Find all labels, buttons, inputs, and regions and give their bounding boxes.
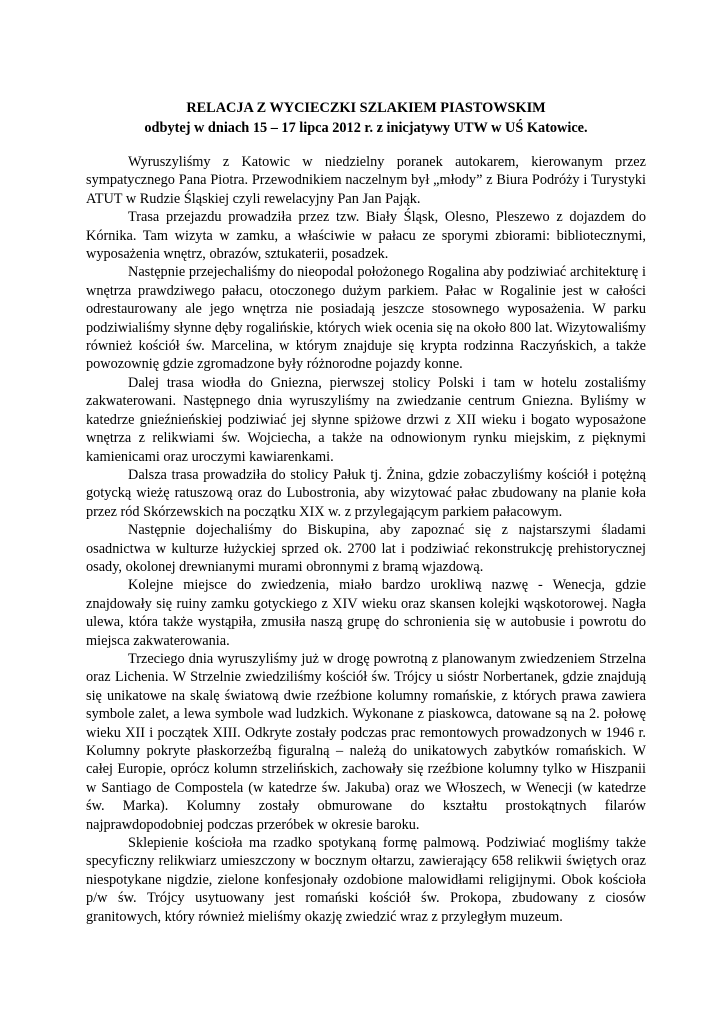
paragraph-sklepienie: Sklepienie kościoła ma rzadko spotykaną formę palmową. Podziwiać mogliśmy także specyficzny relikwiarz umieszczony w bocznym ołtarzu, zawierający 658 relikwii świętych oraz niespotykane nigdzie, zielone konfesjonały ozdobione malowidłami religijnymi. Obok kościoła p/w św. Trójcy usytuowany jest romański kościół św. Prokopa, zbudowany z ciosów granitowych, który również mieliśmy okazję zwiedzić wraz z przyległym muzeum. [86,835,646,925]
paragraph-kornik: Trasa przejazdu prowadziła przez tzw. Biały Śląsk, Olesno, Pleszewo z dojazdem do Kórnika. Tam wizyta w zamku, a właściwie w pałacu ze sporymi zbiorami: bibliotecznymi, wyposażenia wnętrz, obrazów, sztukaterii, posadzek. [86,209,646,263]
document-body [86,153,646,926]
title-block [86,98,646,138]
document-subtitle: odbytej w dniach 15 – 17 lipca 2012 r. z inicjatywy UTW w UŚ Katowice. [144,120,588,136]
paragraph-intro: Wyruszyliśmy z Katowic w niedzielny poranek autokarem, kierowanym przez sympatycznego Pana Piotra. Przewodnikiem naczelnym był „młody” z Biura Podróży i Turystyki ATUT w Rudzie Śląskiej czyli rewelacyjny Pan Jan Pająk. [86,154,646,207]
paragraph-wenecja: Kolejne miejsce do zwiedzenia, miało bardzo urokliwą nazwę - Wenecja, gdzie znajdowały się ruiny zamku gotyckiego z XIV wieku oraz skansen kolejki wąskotorowej. Nagła ulewa, która także wystąpiła, zmusiła naszą grupę do schronienia się w autobusie i powrotu do miejsca zakwaterowania. [86,577,646,649]
document-title: RELACJA Z WYCIECZKI SZLAKIEM PIASTOWSKIM [186,100,546,116]
paragraph-gniezno: Dalej trasa wiodła do Gniezna, pierwszej stolicy Polski i tam w hotelu zostaliśmy zakwaterowani. Następnego dnia wyruszyliśmy na zwiedzanie centrum Gniezna. Byliśmy w katedrze gnieźnieńskiej podziwiać jej słynne spiżowe drzwi z XII wieku i bogato wyposażone wnętrza z relikwiami św. Wojciecha, a także na odnowionym rynku miejskim, z pięknymi kamienicami oraz uroczymi kawiarenkami. [86,374,646,465]
paragraph-biskupin: Następnie dojechaliśmy do Biskupina, aby zapoznać się z najstarszymi śladami osadnictwa w kulturze łużyckiej sprzed ok. 2700 lat i podziwiać rekonstrukcję prehistorycznej osady, okolonej drewnianymi murami obronnymi z bramą wjazdową. [86,522,646,575]
paragraph-rogalin: Następnie przejechaliśmy do nieopodal położonego Rogalina aby podziwiać architekturę i wnętrza prawdziwego pałacu, otoczonego dużym parkiem. Pałac w Rogalinie jest w całości odrestaurowany ale jego wnętrza nie posiadają jeszcze stosownego wyposażenia. W parku podziwialiśmy słynne dęby rogalińskie, których wiek ocenia się na około 800 lat. Wizytowaliśmy również kościół św. Marcelina, w którym znajduje się krypta rodzinna Raczyńskich, a także powozownię gdzie zgromadzone były różnorodne pojazdy konne. [86,264,646,373]
paragraph-znin: Dalsza trasa prowadziła do stolicy Pałuk tj. Żnina, gdzie zobaczyliśmy kościół i potężną gotycką wieżę ratuszową oraz do Lubostronia, aby wizytować pałac zbudowany na planie koła przez ród Skórzewskich na początku XIX w. z przylegającym parkiem pałacowym. [86,466,646,520]
paragraph-strzelno: Trzeciego dnia wyruszyliśmy już w drogę powrotną z planowanym zwiedzeniem Strzelna oraz Lichenia. W Strzelnie zwiedziliśmy kościół św. Trójcy u sióstr Norbertanek, gdzie znajdują się unikatowe na skalę światową dwie rzeźbione kolumny romańskie, z których prawa zawiera symbole zalet, a lewa symbole wad ludzkich. Wykonane z piaskowca, datowane są na 2. połowę wieku XII i początek XIII. Odkryte zostały podczas prac remontowych prowadzonych w 1946 r. Kolumny pokryte płaskorzeźbą figuralną – należą do unikatowych zabytków romańskich. W całej Europie, oprócz kolumn strzelińskich, zachowały się rzeźbione kolumny tylko w Hiszpanii w Santiago de Compostela (w katedrze św. Jakuba) oraz we Włoszech, w Wenecji (w katedrze św. Marka). Kolumny zostały obmurowane do kształtu prostokątnych filarów najprawdopodobniej podczas przeróbek w okresie baroku. [86,650,646,833]
